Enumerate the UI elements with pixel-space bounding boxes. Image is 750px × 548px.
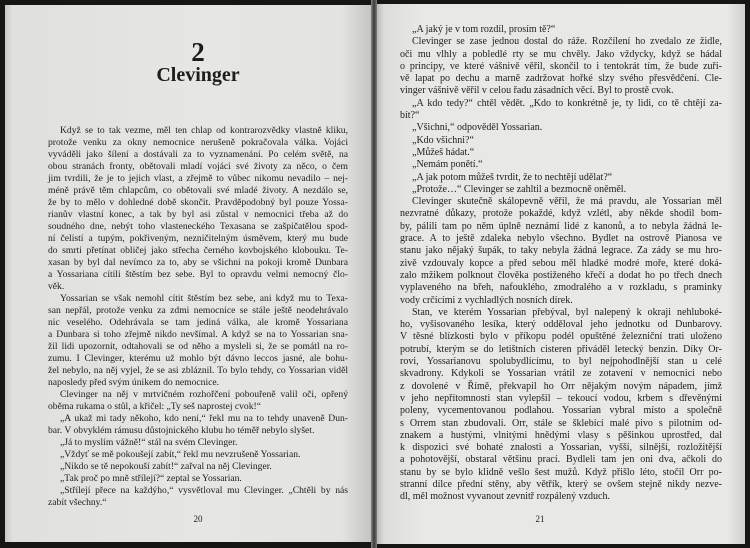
text-line	[48, 197, 348, 209]
text-line-content: „A ukaž mi tady někoho, kdo není,“ řekl mu na to tehdy unaveně Dun-	[60, 413, 348, 424]
text-line	[400, 282, 722, 294]
text-line-content: stanu by se bylo klidně vešlo šest mužů. Když přišlo léto, stočil Orr po-	[400, 466, 722, 478]
text-line-content: a Yossariana cítili štěstím bez sebe. Byl to opravdu velmi nemocný člo-	[48, 269, 348, 280]
text-line	[400, 36, 722, 48]
paragraph	[48, 485, 348, 509]
text-line-content: méně právě těm chlapcům, co obětovali své mladé životy. A nezdálo se,	[48, 185, 348, 196]
text-line	[400, 258, 722, 270]
page-number: 20	[193, 514, 203, 524]
text-line-content: oči mu vlhly a pobledlé rty se mu chvěly. Jako vždycky, když se hádal	[400, 48, 722, 60]
text-line-content: rovi, Yossarianovu spolubydlícímu, to byl nejpohodlnější stan u celé	[400, 356, 722, 368]
text-line	[48, 473, 348, 485]
text-line	[400, 344, 722, 356]
text-line	[48, 161, 348, 173]
text-line-content: z dovolené v Římě, překvapil ho Orr nějakým novým nápadem, jímž	[400, 380, 722, 392]
text-line	[400, 122, 722, 134]
text-line	[48, 173, 348, 185]
text-line	[48, 377, 348, 389]
text-line-content: dl, měl možnost vyvanout zevnitř rozpálený vzduch.	[400, 491, 610, 503]
text-line	[400, 49, 722, 61]
paragraph	[400, 184, 722, 196]
text-line	[48, 317, 348, 329]
text-line-content: nezvratné důkazy, protože pokaždé, když vzlétl, aby někde shodil bom-	[400, 208, 722, 220]
text-line-content: „Vždyť se mě pokoušejí zabít,“ řekl mu nevzrušeně Yossarian.	[60, 449, 301, 460]
text-line-content: „Všichni,“ odpověděl Yossarian.	[412, 122, 543, 134]
text-line-content: žel nebylo, na něj vyjel, že se asi zbláznil. To bylo tehdy, co Yossarian viděl	[48, 365, 348, 376]
text-line-content: vyplaveného na břeh, nafouklého, zmodralého a v rozkladu, s praminky	[400, 282, 722, 294]
text-line	[400, 319, 722, 331]
text-line	[48, 401, 348, 413]
text-line-content: „Protože…“ Clevinger se zahltil a bezmocně oněměl.	[412, 183, 627, 195]
text-line	[400, 221, 722, 233]
text-line	[400, 467, 722, 479]
text-line-content: „A jak potom můžeš tvrdit, že to nechtějí udělat?“	[412, 171, 613, 183]
text-line	[400, 24, 722, 36]
text-line-content: rianův vlastní konec, a tak by byl asi zůstal v nemocnici třeba až do	[48, 209, 348, 220]
text-line-content: vody crčícími z vychladlých nosních dírek.	[400, 294, 573, 306]
text-line	[400, 110, 722, 122]
text-line-content: „A kdo tedy?“ chtěl vědět. „Kdo to konkrétně je, ty lidi, co tě chtějí za-	[412, 97, 722, 109]
text-line-content: žil lidi upozornit, odtahovali se od něho a mysleli si, že se pomátl na ro-	[48, 341, 348, 352]
chapter-title: Clevinger	[156, 64, 240, 86]
text-line	[48, 449, 348, 461]
text-line	[400, 307, 722, 319]
text-line-content: „Tak proč po mně střílejí?“ zeptal se Yossarian.	[60, 473, 242, 484]
text-line-content: Clevinger skutečně skálopevně věřil, že má pravdu, ale Yossarian měl	[412, 196, 722, 208]
text-line	[400, 454, 722, 466]
text-line-content: „A jaký je v tom rozdíl, prosím tě?“	[412, 24, 556, 35]
text-line	[400, 331, 722, 343]
paragraph	[400, 36, 722, 97]
text-line-content: jim tvrdili, že je to jejich vlast, a zřejmě to vůbec nikomu nevadilo – nej-	[48, 173, 348, 184]
text-line-content: „Můžeš hádat.“	[412, 146, 475, 158]
paragraph	[400, 147, 722, 159]
text-line-content: zalo mžikem polknout člověka postiženého křečí a dodat ho po třech dnech	[400, 269, 722, 281]
text-line	[400, 491, 722, 503]
text-line	[400, 233, 722, 245]
text-line	[400, 393, 722, 405]
text-line	[400, 73, 722, 85]
text-line-content: zivě vzdouvaly kopce a před sebou měl hladké modré moře, které doká-	[400, 257, 722, 269]
text-line-content: vyváděli jako šílení a dostávali za to vyznamenání. Po celém světě, na	[48, 149, 348, 160]
text-line-content: a Dunbara si toho zřejmě nikdo nevšímal. A když se na to Yossarian sna-	[48, 329, 348, 340]
paragraph	[400, 135, 722, 147]
chapter-number: 2	[191, 37, 205, 67]
text-line-content: k dispozici své bohaté znalosti a Yossarian, vyšší, silnější, rozložitější	[400, 442, 722, 454]
text-line	[48, 209, 348, 221]
text-line	[48, 497, 348, 509]
text-line-content: vě lapat po dechu a marně zadržovat hořké slzy svého přesvědčení. Cle-	[400, 73, 722, 85]
text-line-content: věk.	[48, 281, 65, 292]
paragraph	[400, 307, 722, 504]
text-line-content: xasan by byl dal nevímco za to, aby se všichni na pokoji kromě Dunbara	[48, 257, 348, 268]
text-line	[48, 281, 348, 293]
text-line-content: stanu jako nějaký šupák, to taky nebyla žádná legrace. Za zády se mu hro-	[400, 245, 722, 257]
text-line	[48, 437, 348, 449]
text-line	[400, 442, 722, 454]
text-line-content: protože venku za okny nemocnice nerušeně pokračovala válka. Vojáci	[48, 137, 348, 148]
text-line	[400, 381, 722, 393]
text-line	[400, 245, 722, 257]
text-line	[48, 353, 348, 365]
paragraph	[48, 449, 348, 461]
text-line-content: znakem a hustými, vlnitými hnědými vlasy s pěšinkou uprostřed, dal	[400, 429, 722, 441]
paragraph	[400, 122, 722, 134]
text-line-content: v jeho nepřítomnosti stan vylepšil – tekoucí vodou, krbem s dřevěnými	[400, 392, 722, 404]
paragraph	[400, 98, 722, 123]
text-line-content: potrubí, kterým se do letištních cisteren přiváděl letecký benzin. Díky Or-	[400, 343, 722, 355]
text-line-content: ho, vyšisovaného lesíka, který odděloval jeho jednotku od Dunbarovy.	[400, 319, 722, 331]
text-line-content: grace. A to ještě zdaleka nebylo všechno. Bydlet na ostrově Pianosa ve	[400, 233, 722, 245]
text-line	[48, 137, 348, 149]
text-line-content: stranní dílce přední stěny, aby větřík, který se ovšem stejně nikdy nezve-	[400, 478, 722, 490]
text-line-content: poleny, vycementovanou podlahou. Yossarian vybral místo a společně	[400, 405, 722, 417]
text-line	[48, 365, 348, 377]
text-line	[400, 405, 722, 417]
text-line-content: „Kdo všichni?“	[412, 134, 474, 146]
text-line-content: „Nemám ponětí.“	[412, 159, 483, 171]
text-line	[48, 425, 348, 437]
text-line	[48, 461, 348, 473]
text-line-content: oběma rukama o stůl, a křičel: „Ty seš naprostej cvok!“	[48, 401, 261, 412]
paragraph	[48, 125, 348, 293]
text-line	[48, 257, 348, 269]
left-page	[5, 5, 371, 542]
paragraph	[400, 24, 722, 36]
text-line-content: „Nikdo se tě nepokouší zabít!“ zařval na něj Clevinger.	[60, 461, 272, 472]
text-line	[48, 341, 348, 353]
paragraph	[48, 413, 348, 437]
page-number: 21	[535, 514, 545, 524]
text-line-content: „Střílejí přece na každýho,“ vysvětloval mu Clevinger. „Chtěli by nás	[60, 485, 348, 496]
text-line-content: obou stranách fronty, obětovali mladí vojáci své životy za něco, o čem	[48, 161, 348, 172]
text-line	[48, 185, 348, 197]
text-line-content: nic veselého. Odehrávala se tam jediná válka, ale kromě Yossariana	[48, 317, 348, 328]
text-line-content: „Já to myslím vážně!“ stál na svém Clevinger.	[60, 437, 238, 448]
text-line-content: Když se to tak vezme, měl ten chlap od kontrarozvědky vlastně kliku,	[60, 125, 348, 136]
left-page-body	[48, 125, 348, 509]
text-line-content: soudného dne, nebýt toho vlasteneckého Texasana se zašpičatělou spod-	[48, 221, 348, 232]
text-line-content: ní čelistí a tupým, pokřiveným, nezničitelným úsměvem, který mu bude	[48, 233, 348, 244]
text-line-content: san nepřál, protože venku za zdmi nemocnice se stále ještě neodehrávalo	[48, 305, 348, 316]
text-line-content: a pohotovější, obstaral většinu prací. Bydleli tam jen oni dva, ačkoli do	[400, 454, 722, 466]
text-line-content: bít?“	[400, 110, 420, 122]
text-line-content: Stan, ve kterém Yossarian přebýval, byl nalepený k okraji nehluboké-	[412, 306, 722, 318]
text-line	[400, 479, 722, 491]
text-line-content: by, pálili tam po něm úplně neznámí lidé z kanonů, a to nebyla žádná le-	[400, 220, 722, 232]
text-line	[400, 430, 722, 442]
paragraph	[48, 389, 348, 413]
text-line	[400, 208, 722, 220]
text-line-content: Clevinger na něj v mrtvičném rozhořčení pobouřeně valil oči, opřený	[60, 389, 348, 400]
text-line	[400, 147, 722, 159]
text-line	[400, 98, 722, 110]
text-line-content: bar. V obvyklém rámusu důstojnického klubu ho téměř nebylo slyšet.	[48, 425, 315, 436]
text-line	[48, 269, 348, 281]
text-line	[48, 329, 348, 341]
right-page-body	[400, 24, 722, 504]
paragraph	[400, 172, 722, 184]
text-line	[48, 245, 348, 257]
text-line	[48, 413, 348, 425]
text-line-content: naposledy před svým únikem do nemocnice.	[48, 377, 220, 388]
text-line-content: skvadrony. Kdykoli se Yossarian vrátil ze zotavení v nemocnici nebo	[400, 368, 722, 380]
paragraph	[400, 196, 722, 307]
text-line-content: Yossarian se však nemohl cítit štěstím bez sebe, ani když mu to Texa-	[60, 293, 348, 304]
text-line-content: do smrti přetínat obličej jako střecha černého kovbojského klobouku. Te-	[48, 245, 348, 256]
text-line	[400, 356, 722, 368]
text-line-content: vinger vášnivě věřil v celou řadu zásadních věcí. Byl to prostě cvok.	[400, 85, 674, 97]
paragraph	[400, 159, 722, 171]
text-line-content: že by to mělo v dohledné době skončit. Pravděpodobný byl pouze Yossa-	[48, 197, 348, 208]
text-line-content: V těsné blízkosti bylo v příkopu podél opuštěné železniční trati uloženo	[400, 331, 722, 343]
text-line	[48, 233, 348, 245]
paragraph	[48, 473, 348, 485]
text-line	[48, 125, 348, 137]
text-line	[48, 293, 348, 305]
text-line	[400, 196, 722, 208]
text-line	[400, 418, 722, 430]
paragraph	[48, 437, 348, 449]
text-line	[48, 389, 348, 401]
paragraph	[48, 461, 348, 473]
text-line	[48, 221, 348, 233]
text-line	[400, 85, 722, 97]
text-line	[400, 270, 722, 282]
text-line	[400, 135, 722, 147]
text-line	[48, 149, 348, 161]
text-line	[400, 184, 722, 196]
text-line	[400, 172, 722, 184]
text-line-content: zumu. I Clevinger, kterému už mohlo být dávno leccos jasné, ale bohu-	[48, 353, 348, 364]
text-line	[400, 159, 722, 171]
text-line-content: s Orrem stan zbudovali. Orr, stále se šklebící malé pivo s pilotním od-	[400, 417, 722, 429]
text-line	[400, 295, 722, 307]
paragraph	[48, 293, 348, 389]
text-line	[400, 368, 722, 380]
text-line	[400, 61, 722, 73]
text-line	[48, 485, 348, 497]
text-line-content: zabít všechny.“	[48, 497, 107, 508]
text-line	[48, 305, 348, 317]
text-line-content: o principy, ve které vášnivě věřil, skončil to i tentokrát tím, že bude zuři-	[400, 60, 722, 72]
text-line-content: Clevinger se zase jednou dostal do ráže. Rozčílení ho zvedalo ze židle,	[412, 36, 722, 48]
right-page	[377, 4, 745, 544]
